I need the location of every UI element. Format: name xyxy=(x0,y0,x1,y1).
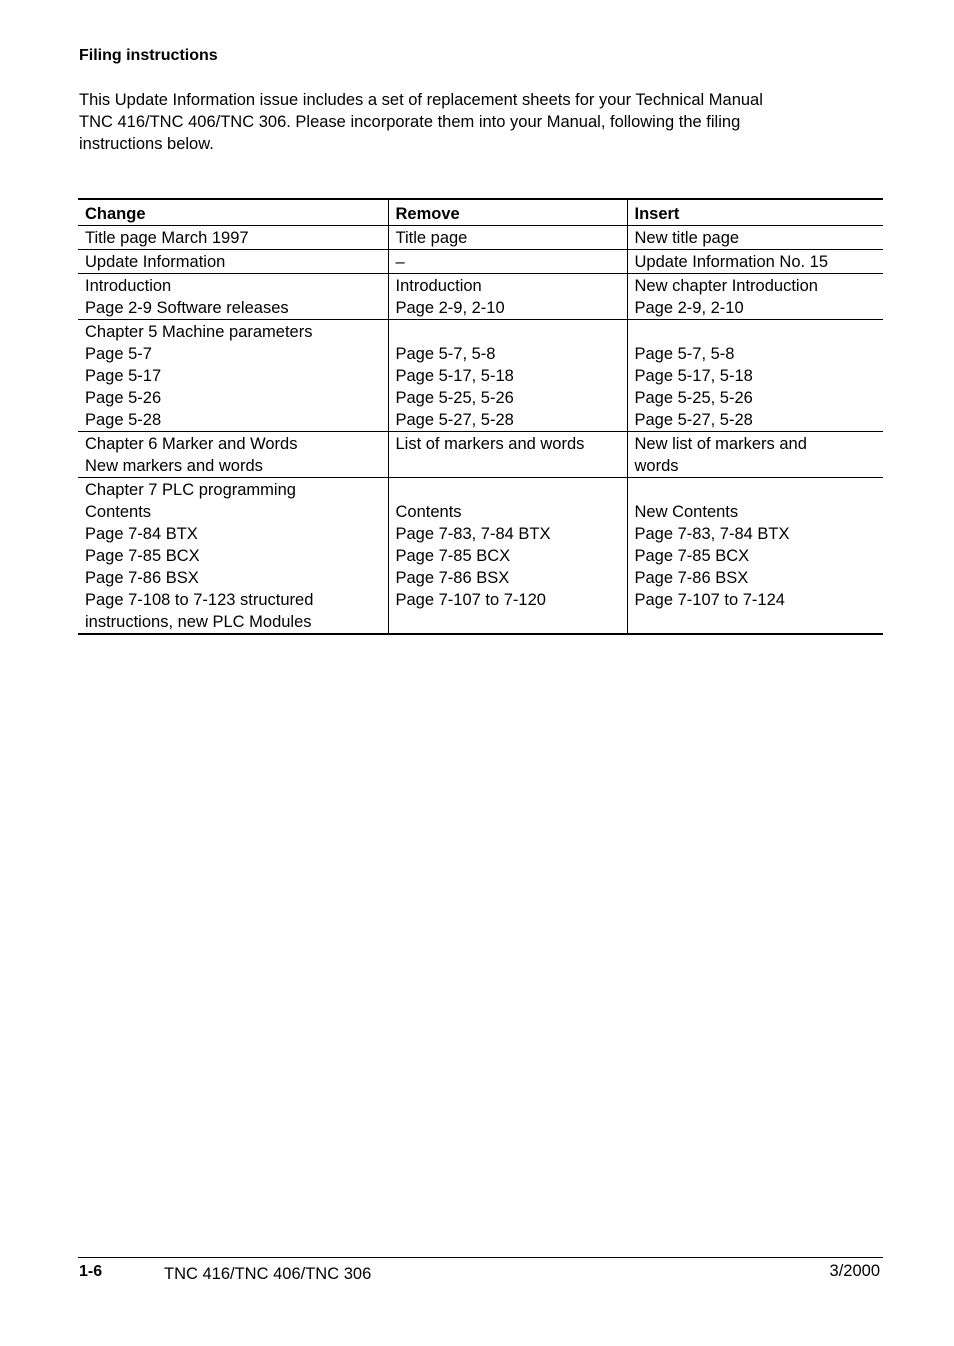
cell-line: New title page xyxy=(634,229,740,247)
cell-line: Page 7-107 to 7-124 xyxy=(634,591,785,609)
cell-line: Page 5-17, 5-18 xyxy=(395,367,514,385)
filing-instructions-table xyxy=(78,198,883,635)
cell-line: Page 5-7, 5-8 xyxy=(634,345,735,363)
cell-line: Contents xyxy=(395,503,462,521)
table-cell-change xyxy=(78,432,388,478)
table-cell-insert xyxy=(627,226,883,250)
cell-line: New list of markers and xyxy=(634,435,807,453)
table-cell-remove xyxy=(388,274,627,320)
column-header-remove: Remove xyxy=(388,199,627,226)
table-row xyxy=(78,320,883,432)
cell-line: Page 5-17, 5-18 xyxy=(634,367,753,385)
table-cell-remove xyxy=(388,250,627,274)
cell-line: Page 5-28 xyxy=(85,411,162,429)
cell-line xyxy=(396,321,621,343)
cell-line: Page 5-7, 5-8 xyxy=(395,345,496,363)
table-body xyxy=(78,226,883,635)
cell-line: words xyxy=(634,457,679,475)
cell-line: Chapter 6 Marker and Words xyxy=(85,435,298,453)
table-cell-insert xyxy=(627,274,883,320)
cell-line: Page 5-7 xyxy=(85,345,152,363)
intro-line: TNC 416/TNC 406/TNC 306. Please incorporate them into your Manual, following the filing xyxy=(79,113,741,131)
cell-line: Page 5-25, 5-26 xyxy=(634,389,753,407)
cell-line: Page 7-83, 7-84 BTX xyxy=(395,525,551,543)
footer-title: TNC 416/TNC 406/TNC 306 xyxy=(164,1265,372,1283)
table-cell-insert xyxy=(627,478,883,635)
cell-line xyxy=(635,321,878,343)
cell-line: Page 5-17 xyxy=(85,367,162,385)
column-header-change: Change xyxy=(85,205,146,223)
page-heading: Filing instructions xyxy=(79,47,218,64)
cell-line: instructions, new PLC Modules xyxy=(85,613,312,631)
cell-line: New markers and words xyxy=(85,457,263,475)
cell-line: Introduction xyxy=(395,277,482,295)
cell-line: Page 7-86 BSX xyxy=(395,569,510,587)
table-cell-insert xyxy=(627,320,883,432)
intro-paragraph xyxy=(79,89,849,155)
table-cell-remove xyxy=(388,478,627,635)
footer-page-number: 1-6 xyxy=(79,1263,103,1280)
cell-line: Page 5-25, 5-26 xyxy=(395,389,514,407)
intro-line: instructions below. xyxy=(79,135,214,153)
cell-line: – xyxy=(395,253,405,271)
table-cell-insert xyxy=(627,250,883,274)
table-cell-change xyxy=(78,274,388,320)
table-cell-remove xyxy=(388,226,627,250)
cell-line xyxy=(635,479,878,501)
cell-line: New Contents xyxy=(634,503,739,521)
cell-line: Contents xyxy=(85,503,152,521)
column-header-insert: Insert xyxy=(627,199,883,226)
table-cell-remove xyxy=(388,320,627,432)
cell-line: List of markers and words xyxy=(395,435,585,453)
table-cell-change xyxy=(78,250,388,274)
cell-line: Chapter 7 PLC programming xyxy=(85,481,296,499)
table-cell-remove xyxy=(388,432,627,478)
cell-line: Page 7-86 BSX xyxy=(85,569,199,587)
cell-line: Page 2-9, 2-10 xyxy=(634,299,744,317)
cell-line: Update Information No. 15 xyxy=(634,253,829,271)
table-row xyxy=(78,478,883,635)
cell-line: Page 7-85 BCX xyxy=(634,547,750,565)
cell-line: Page 7-84 BTX xyxy=(85,525,198,543)
cell-line: Page 7-108 to 7-123 structured xyxy=(85,591,314,609)
cell-line: Update Information xyxy=(85,253,226,271)
table-header-row xyxy=(78,199,883,226)
footer-date: 3/2000 xyxy=(829,1262,880,1280)
cell-line: Title page xyxy=(395,229,468,247)
cell-line: Page 5-27, 5-28 xyxy=(634,411,753,429)
table-cell-change xyxy=(78,478,388,635)
table-row xyxy=(78,250,883,274)
table-cell-change xyxy=(78,226,388,250)
cell-line: New chapter Introduction xyxy=(634,277,818,295)
cell-line: Chapter 5 Machine parameters xyxy=(85,323,313,341)
cell-line: Introduction xyxy=(85,277,172,295)
cell-line xyxy=(396,479,621,501)
cell-line: Page 7-83, 7-84 BTX xyxy=(634,525,790,543)
intro-line: This Update Information issue includes a set of replacement sheets for your Technical Manual xyxy=(79,91,763,109)
cell-line: Title page March 1997 xyxy=(85,229,249,247)
footer-divider xyxy=(78,1257,883,1258)
cell-line: Page 7-86 BSX xyxy=(634,569,749,587)
cell-line: Page 7-85 BCX xyxy=(395,547,511,565)
table-cell-change xyxy=(78,320,388,432)
table-row xyxy=(78,274,883,320)
cell-line: Page 2-9, 2-10 xyxy=(395,299,505,317)
cell-line: Page 7-107 to 7-120 xyxy=(395,591,546,609)
cell-line: Page 5-26 xyxy=(85,389,162,407)
cell-line: Page 2-9 Software releases xyxy=(85,299,289,317)
cell-line: Page 5-27, 5-28 xyxy=(395,411,514,429)
table-row xyxy=(78,226,883,250)
cell-line: Page 7-85 BCX xyxy=(85,547,200,565)
table-row xyxy=(78,432,883,478)
table-cell-insert xyxy=(627,432,883,478)
